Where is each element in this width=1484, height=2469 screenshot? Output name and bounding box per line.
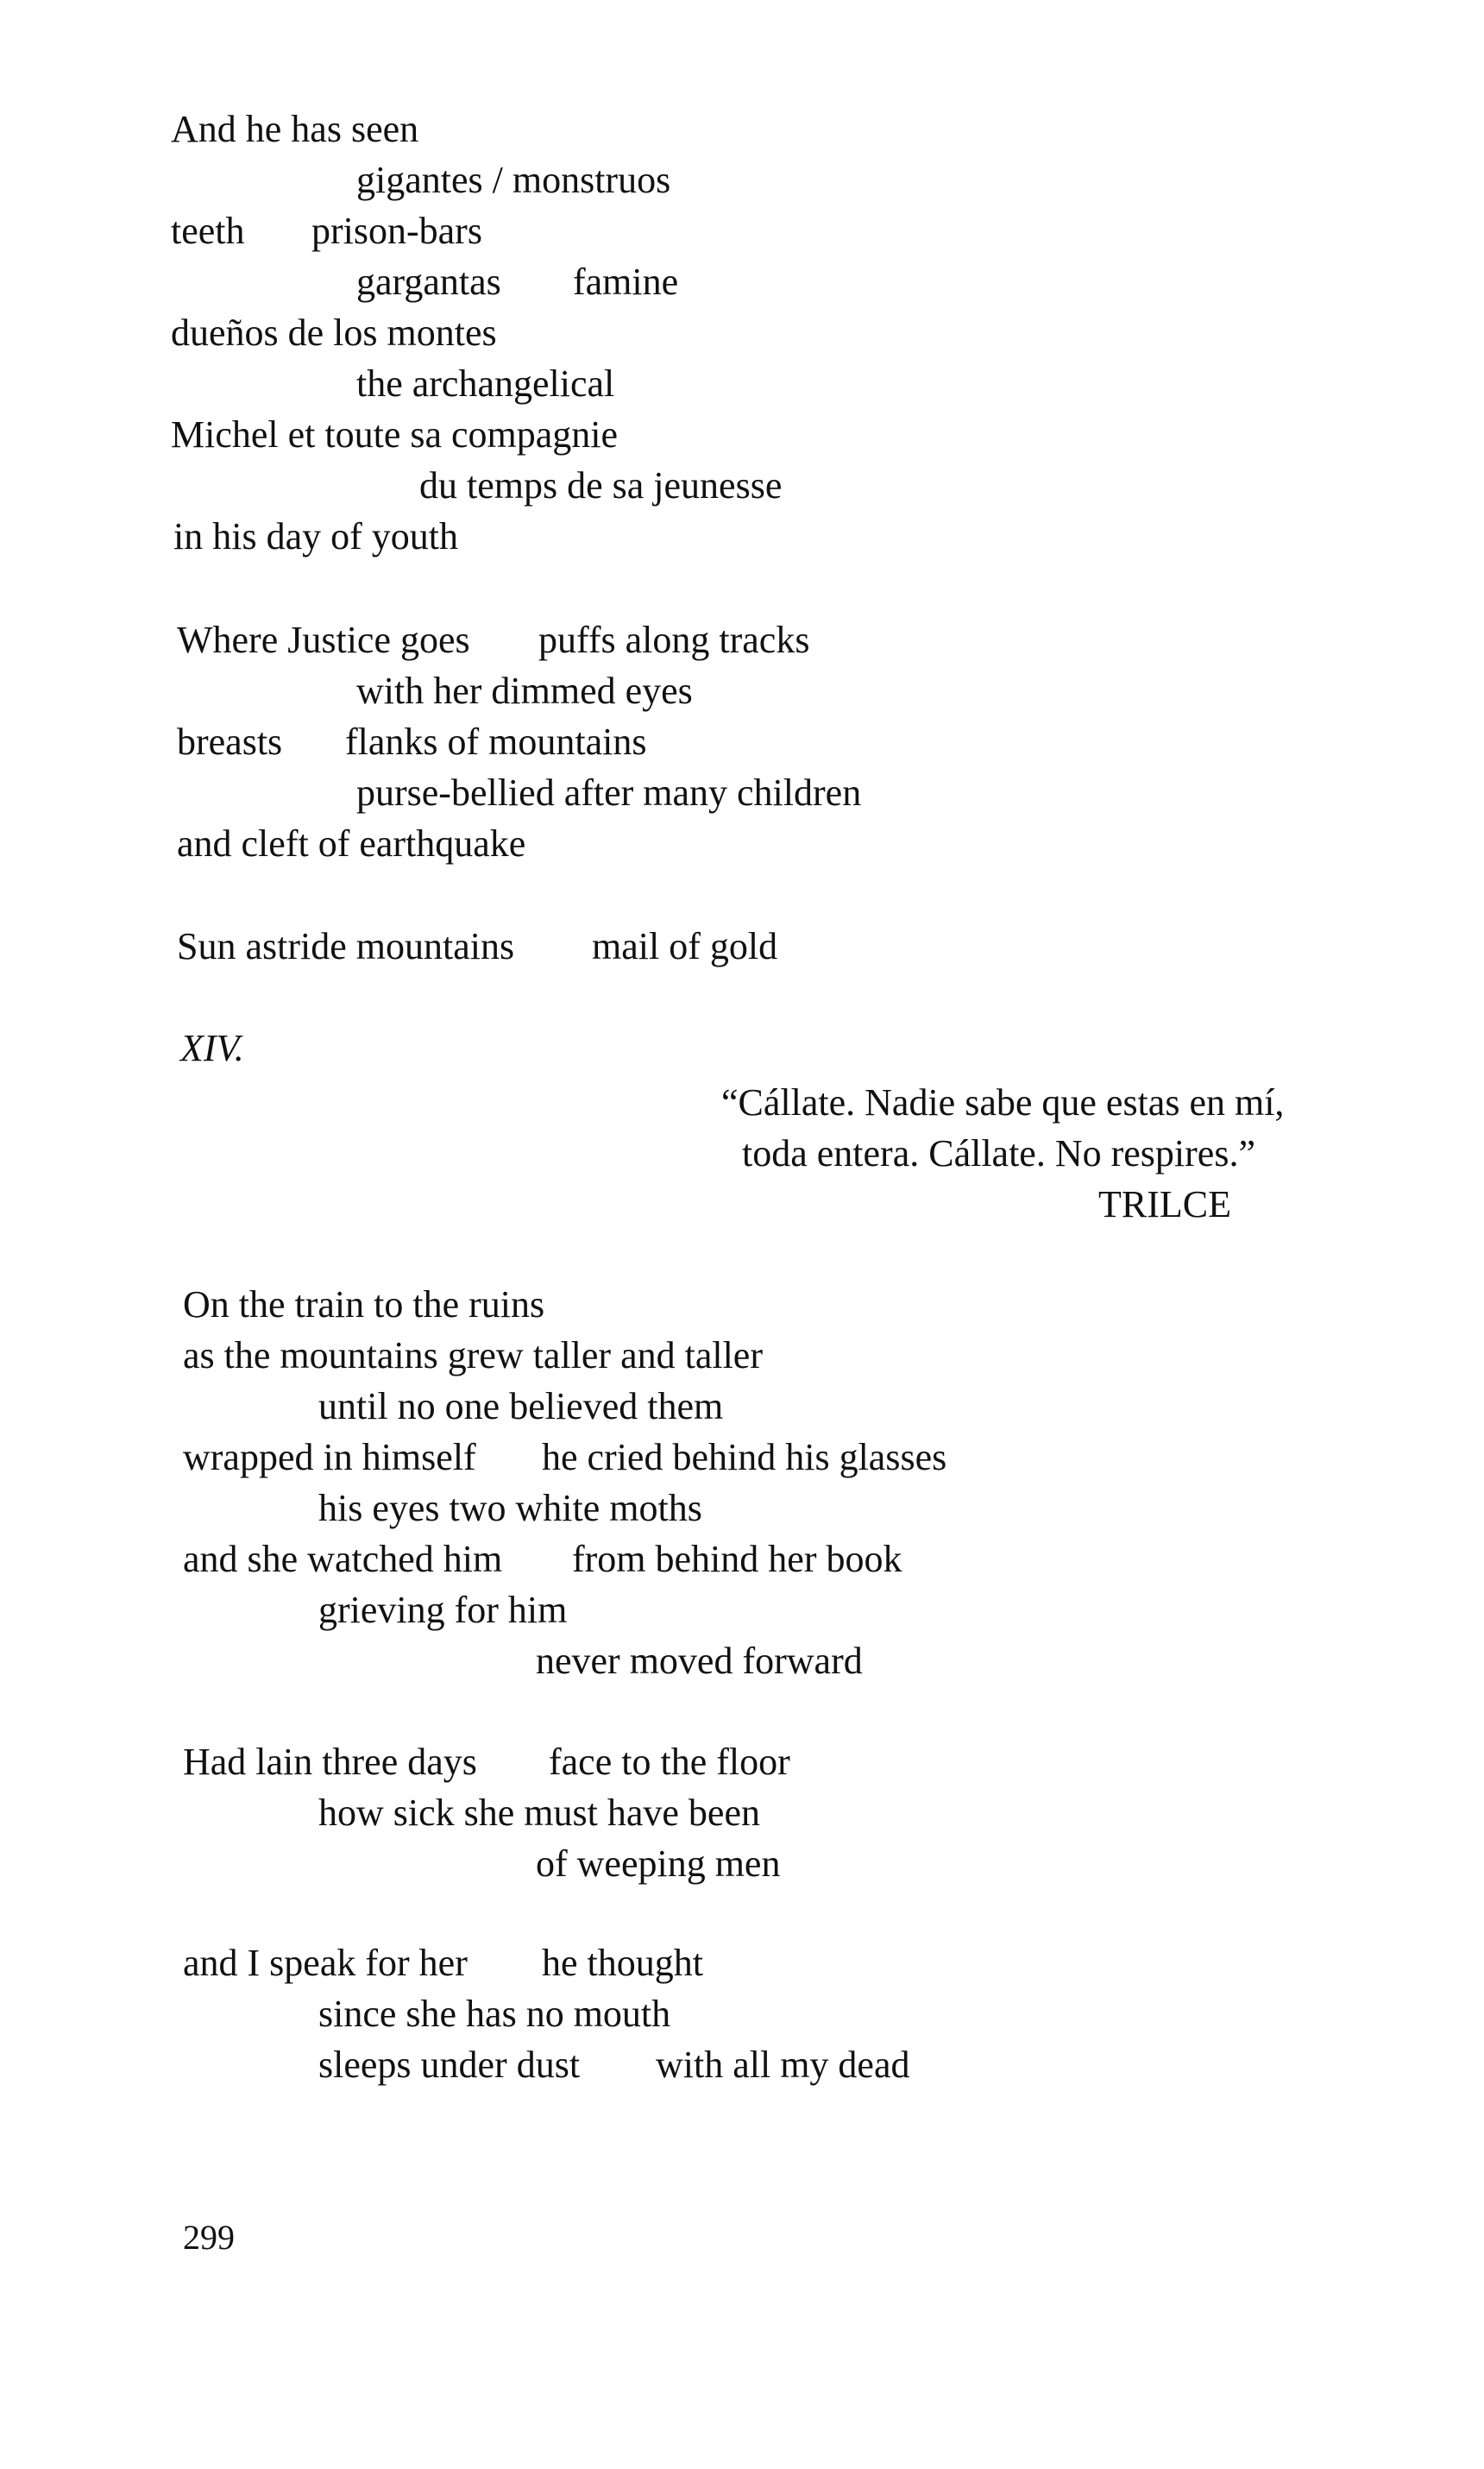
poem-line: prison-bars	[311, 210, 482, 252]
poem-line: he cried behind his glasses	[542, 1436, 947, 1478]
epigraph-line: toda entera. Cállate. No respires.”	[742, 1132, 1255, 1175]
poem-line: and she watched him	[183, 1538, 503, 1580]
poem-line: teeth	[171, 210, 245, 252]
poem-line: breasts	[177, 721, 283, 763]
poem-line: from behind her book	[572, 1538, 902, 1580]
poem-line: puffs along tracks	[538, 619, 810, 661]
poem-line: until no one believed them	[318, 1385, 724, 1427]
poem-line: du temps de sa jeunesse	[419, 464, 783, 507]
poem-line: gigantes / monstruos	[356, 159, 671, 201]
poem-line: On the train to the ruins	[183, 1283, 545, 1326]
poem-line: mail of gold	[592, 925, 778, 967]
poem-line: of weeping men	[536, 1842, 781, 1885]
poem-line: in his day of youth	[173, 515, 458, 557]
poem-line: wrapped in himself	[183, 1436, 476, 1478]
poem-line: And he has seen	[171, 108, 419, 150]
page-number: 299	[183, 2218, 235, 2257]
poem-line: never moved forward	[536, 1640, 863, 1682]
poem-line: as the mountains grew taller and taller	[183, 1334, 763, 1376]
poem-line: face to the floor	[549, 1741, 790, 1783]
epigraph-source: TRILCE	[1098, 1183, 1231, 1225]
poem-line: and cleft of earthquake	[177, 822, 526, 865]
poem-line: Had lain three days	[183, 1741, 477, 1783]
poem-line: since she has no mouth	[318, 1993, 671, 2035]
poem-line: the archangelical	[356, 362, 615, 405]
poem-line: with all my dead	[656, 2044, 910, 2086]
poem-line: he thought	[542, 1942, 703, 1984]
poem-line: famine	[573, 261, 679, 303]
poem-line: and I speak for her	[183, 1942, 468, 1984]
poem-line: gargantas	[356, 261, 501, 303]
poem-line: grieving for him	[318, 1589, 568, 1631]
poem-line: Where Justice goes	[177, 619, 470, 661]
poem-line: with her dimmed eyes	[356, 670, 693, 712]
poem-line: flanks of mountains	[345, 721, 647, 763]
poem-line: sleeps under dust	[318, 2044, 581, 2086]
poem-line: Michel et toute sa compagnie	[171, 413, 619, 456]
epigraph-line: “Cállate. Nadie sabe que estas en mí,	[721, 1081, 1285, 1124]
poem-line: dueños de los montes	[171, 312, 497, 354]
poem-line: Sun astride mountains	[177, 925, 515, 967]
poem-line: purse-bellied after many children	[356, 772, 862, 814]
poem-line: how sick she must have been	[318, 1792, 760, 1834]
poem-line: his eyes two white moths	[318, 1487, 702, 1529]
section-heading: XIV.	[180, 1027, 244, 1069]
